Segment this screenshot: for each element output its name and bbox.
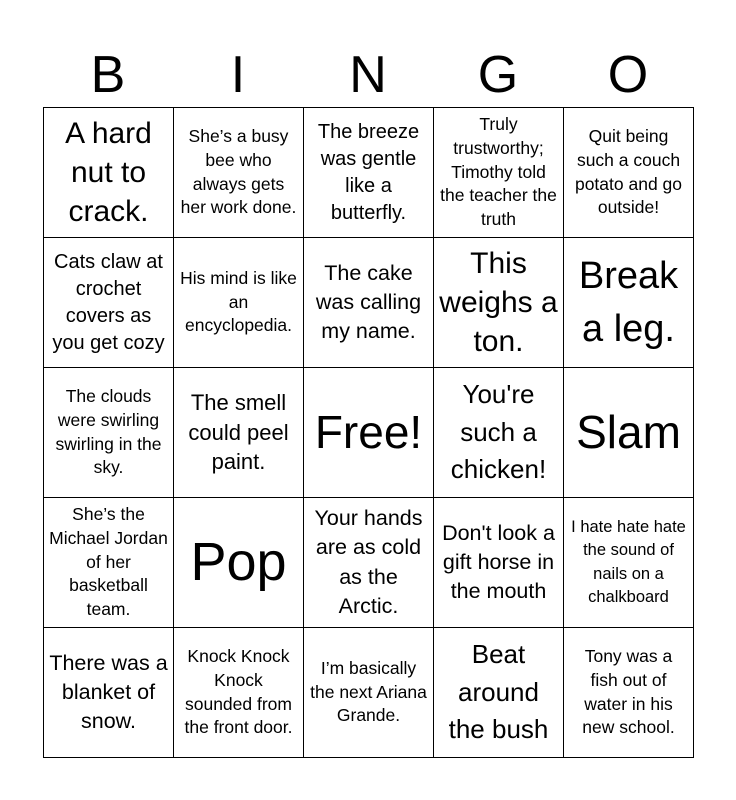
header-letter-i: I [230,46,246,104]
cell-text: Free! [314,405,423,458]
bingo-cell-n1[interactable] [304,108,434,238]
bingo-cell-n3[interactable] [304,368,434,498]
bingo-cell-i3[interactable] [174,368,304,498]
cell-text: There was a blanket of snow. [49,650,168,733]
cell-text: She’s the Michael Jordan of her basketball team. [49,504,168,619]
header-letter-g: G [477,46,519,104]
bingo-cell-i2[interactable] [174,238,304,368]
bingo-cell-i1[interactable] [174,108,304,238]
bingo-cell-b4[interactable] [44,498,174,628]
cell-text: Don't look a gift horse in the mouth [442,520,555,603]
bingo-cell-i4[interactable] [174,498,304,628]
bingo-cell-b2[interactable] [44,238,174,368]
cell-text: I’m basically the next Ariana Grande. [310,658,427,726]
bingo-cell-o3[interactable] [564,368,694,498]
header-letter-b: B [90,46,126,104]
header-letter-o: O [607,46,649,104]
bingo-cell-o1[interactable] [564,108,694,238]
bingo-cell-o5[interactable] [564,628,694,758]
bingo-cell-o4[interactable] [564,498,694,628]
bingo-cell-n4[interactable] [304,498,434,628]
bingo-cell-g5[interactable] [434,628,564,758]
bingo-cell-g1[interactable] [434,108,564,238]
cell-text: Break a leg. [578,255,679,350]
cell-text: The breeze was gentle like a butterfly. [317,120,420,224]
cell-text: This weighs a ton. [439,247,558,358]
bingo-cell-o2[interactable] [564,238,694,368]
cell-text: The cake was calling my name. [315,260,422,343]
bingo-cell-g2[interactable] [434,238,564,368]
cell-text: Slam [576,405,681,458]
cell-text: His mind is like an encyclopedia. [180,268,297,336]
bingo-cell-g3[interactable] [434,368,564,498]
cell-text: The smell could peel paint. [188,389,289,475]
cell-text: Your hands are as cold as the Arctic. [314,506,423,618]
cell-text: You're such a chicken! [450,378,547,485]
cell-text: Quit being such a couch potato and go outside! [574,126,683,218]
cell-text: Pop [190,532,287,593]
header-letter-n: N [349,46,387,104]
cell-text: I hate hate hate the sound of nails on a chalkboard [571,518,686,606]
cell-text: Knock Knock Knock sounded from the front door. [184,646,293,738]
bingo-cell-b1[interactable] [44,108,174,238]
cell-text: She’s a busy bee who always gets her work done. [180,126,297,218]
bingo-board [43,107,694,758]
cell-text: Truly trustworthy; Timothy told the teacher the truth [440,114,557,229]
cell-text: Beat around the bush [448,638,549,745]
bingo-cell-g4[interactable] [434,498,564,628]
cell-text: Tony was a fish out of water in his new school. [582,646,675,738]
bingo-cell-b3[interactable] [44,368,174,498]
bingo-cell-i5[interactable] [174,628,304,758]
bingo-cell-b5[interactable] [44,628,174,758]
cell-text: A hard nut to crack. [65,117,152,228]
bingo-cell-n5[interactable] [304,628,434,758]
bingo-cell-n2[interactable] [304,238,434,368]
cell-text: The clouds were swirling swirling in the sky. [55,386,162,478]
bingo-header [43,43,693,107]
cell-text: Cats claw at crochet covers as you get cozy [52,250,165,354]
